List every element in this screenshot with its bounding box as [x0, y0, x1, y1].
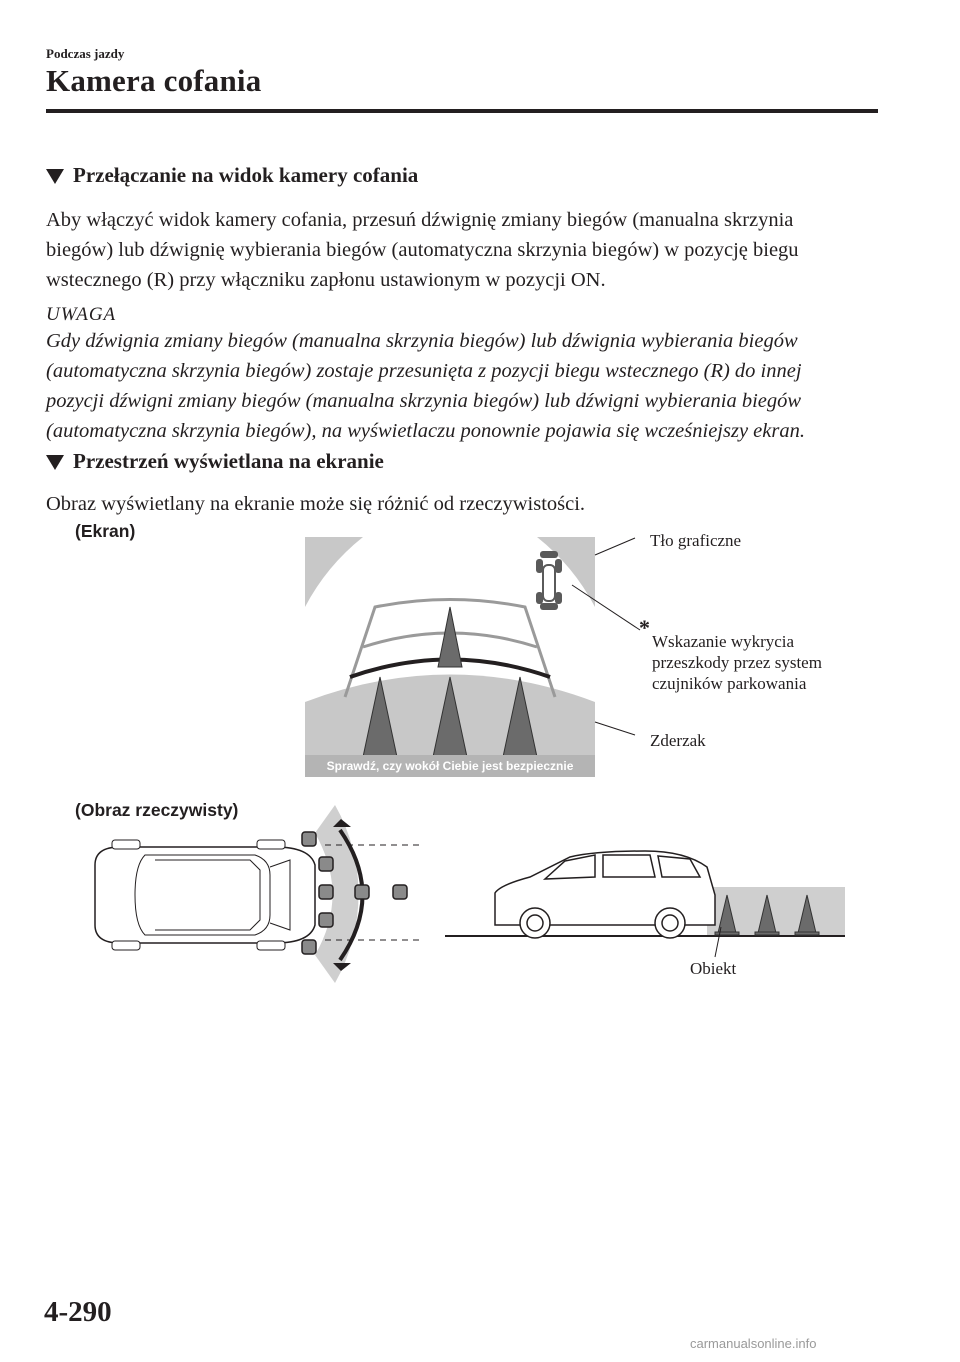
cone-base [795, 932, 819, 935]
heading-display-area-text: Przestrzeń wyświetlana na ekranie [73, 449, 384, 473]
callout-object: Obiekt [690, 959, 737, 978]
callout-graphic: Tło graficzne [650, 531, 742, 550]
cone-base [755, 932, 779, 935]
callout-bumper: Zderzak [650, 731, 706, 750]
triangle-bullet-icon [46, 169, 64, 184]
note-line: (automatyczna skrzynia biegów), na wyświetlaczu ponownie pojawia się wcześniejszy ekran. [46, 420, 805, 442]
sensor-square [319, 885, 333, 899]
sensor-square [319, 913, 333, 927]
page-number: 4-290 [44, 1296, 112, 1328]
figure-screen-label: (Ekran) [75, 521, 136, 541]
paragraph-line: wstecznego (R) przy włączniku zapłonu ustawionym w pozycji ON. [46, 269, 606, 291]
cone-base [715, 932, 739, 935]
note-heading: UWAGA [46, 304, 117, 325]
paragraph-display-area: Obraz wyświetlany na ekranie może się różnić od rzeczywistości. [46, 493, 586, 515]
triangle-bullet-icon [46, 455, 64, 470]
paragraph-line: Aby włączyć widok kamery cofania, przesuń dźwignię zmiany biegów (manualna skrzynia [46, 209, 794, 231]
top-view-figure [85, 805, 420, 985]
note-text [46, 326, 886, 446]
callout-leaders [560, 530, 650, 760]
heading-display-area [46, 449, 384, 474]
note-line: pozycji dźwigni zmiany biegów (manualna skrzynia biegów) lub dźwigni wybierania biegów [46, 390, 802, 412]
side-view-figure [445, 845, 845, 945]
paragraph-switching [46, 205, 886, 295]
screen-banner-text: Sprawdź, czy wokół Ciebie jest bezpiecznie [326, 759, 574, 773]
note-line: Gdy dźwignia zmiany biegów (manualna skrzynia biegów) lub dźwignia wybierania biegów [46, 330, 798, 352]
heading-switching [46, 163, 418, 188]
sensor-square [319, 857, 333, 871]
callout-sensor-line: przeszkody przez system [652, 653, 822, 672]
callout-asterisk: * [639, 615, 650, 640]
camera-screen-figure [305, 537, 595, 777]
car-side-view [495, 851, 715, 938]
sensor-square [355, 885, 369, 899]
heading-switching-text: Przełączanie na widok kamery cofania [73, 163, 419, 187]
callout-sensor-line: Wskazanie wykrycia [652, 632, 795, 651]
sensor-square [302, 940, 316, 954]
note-line: (automatyczna skrzynia biegów) zostaje przesunięta z pozycji biegu wstecznego (R) do innej [46, 360, 802, 382]
paragraph-line: biegów) lub dźwignię wybierania biegów (automatyczna skrzynia biegów) w pozycję biegu [46, 239, 799, 261]
car-top-view [95, 840, 315, 950]
section-name: Podczas jazdy [46, 46, 125, 61]
header-rule [46, 109, 878, 113]
watermark: carmanualsonline.info [690, 1336, 817, 1351]
page-title: Kamera cofania [46, 63, 262, 98]
sensor-square [302, 832, 316, 846]
sensor-square [393, 885, 407, 899]
callout-sensor [652, 631, 822, 694]
figure-real-label: (Obraz rzeczywisty) [75, 800, 239, 820]
callout-sensor-line: czujników parkowania [652, 674, 807, 693]
